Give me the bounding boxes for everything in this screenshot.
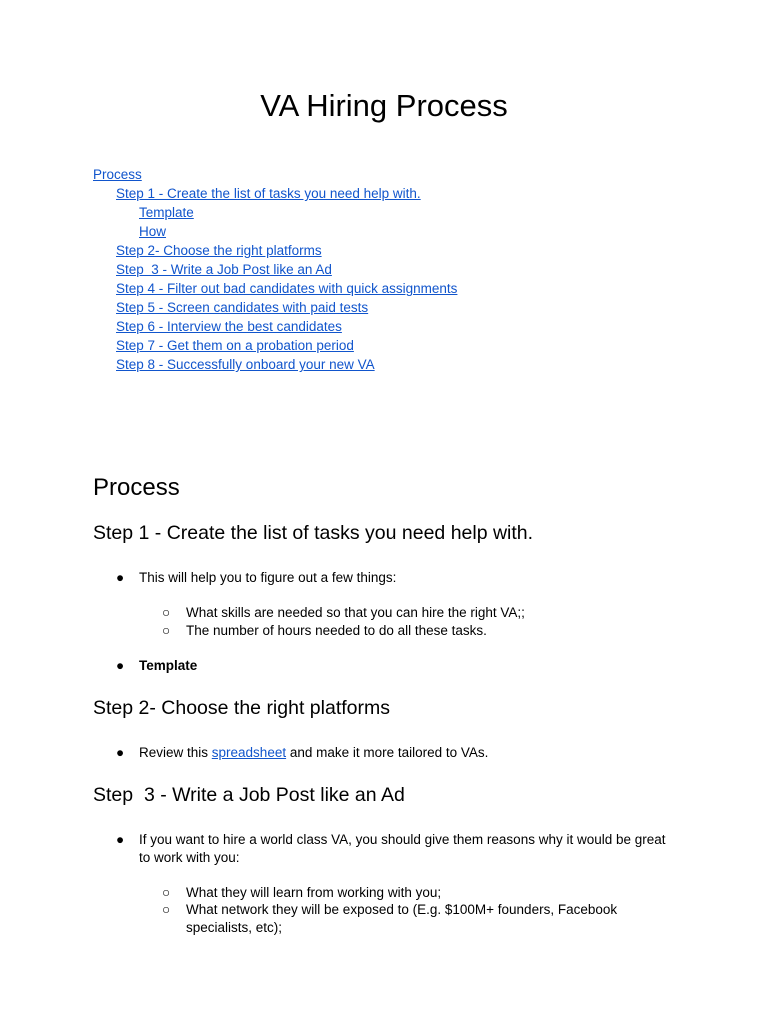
sub-list-item-text: What skills are needed so that you can hire the right VA;; (186, 605, 525, 620)
template-bullet-text: Template (139, 658, 198, 673)
toc-link-step-8[interactable]: Step 8 - Successfully onboard your new VA (116, 357, 375, 372)
sub-list-item-text: The number of hours needed to do all these tasks. (186, 623, 487, 638)
toc-link-step-6[interactable]: Step 6 - Interview the best candidates (116, 319, 342, 334)
list-item-text: If you want to hire a world class VA, you should give them reasons why it would be great to work with you: (139, 832, 670, 865)
bullet-icon: ● (116, 832, 125, 847)
toc-link-step-5[interactable]: Step 5 - Screen candidates with paid tests (116, 300, 369, 315)
toc-link-how[interactable]: How (139, 224, 167, 239)
sub-list-item (162, 901, 662, 937)
list-item-text: This will help you to figure out a few things: (139, 570, 397, 585)
list-item (116, 569, 676, 587)
bullet-icon: ● (116, 745, 125, 760)
list-item (116, 744, 676, 762)
spreadsheet-link[interactable]: spreadsheet (211, 745, 287, 760)
sub-list-item-text: What they will learn from working with you; (186, 885, 442, 900)
toc-link-step-2[interactable]: Step 2- Choose the right platforms (116, 243, 322, 258)
circle-bullet-icon: ○ (162, 605, 171, 620)
list-item (116, 657, 676, 675)
bullet-icon: ● (116, 570, 125, 585)
sub-list-item (162, 622, 662, 640)
step-2-heading: Step 2- Choose the right platforms (93, 697, 390, 719)
bullet-icon: ● (116, 658, 125, 673)
document-title: VA Hiring Process (260, 88, 508, 123)
text-segment: Review this (139, 745, 212, 760)
toc-link-step-1[interactable]: Step 1 - Create the list of tasks you need help with. (116, 186, 421, 201)
sub-list-item (162, 884, 662, 902)
circle-bullet-icon: ○ (162, 885, 171, 900)
text-segment: and make it more tailored to VAs. (286, 745, 489, 760)
step-3-heading: Step 3 - Write a Job Post like an Ad (93, 784, 405, 806)
section-heading-process: Process (93, 474, 180, 501)
circle-bullet-icon: ○ (162, 623, 171, 638)
list-item (116, 831, 676, 867)
toc-link-step-7[interactable]: Step 7 - Get them on a probation period (116, 338, 354, 353)
toc-link-step-4[interactable]: Step 4 - Filter out bad candidates with quick assignments (116, 281, 458, 296)
circle-bullet-icon: ○ (162, 902, 171, 917)
step-1-heading: Step 1 - Create the list of tasks you need help with. (93, 522, 534, 544)
toc-link-template[interactable]: Template (139, 205, 194, 220)
list-item-text (139, 744, 676, 762)
table-of-contents (93, 165, 457, 374)
toc-link-step-3[interactable]: Step 3 - Write a Job Post like an Ad (116, 262, 332, 277)
sub-list-item-text: What network they will be exposed to (E.g. $100M+ founders, Facebook specialists, etc); (186, 902, 618, 935)
sub-list-item (162, 604, 662, 622)
toc-link-process[interactable]: Process (93, 167, 142, 182)
